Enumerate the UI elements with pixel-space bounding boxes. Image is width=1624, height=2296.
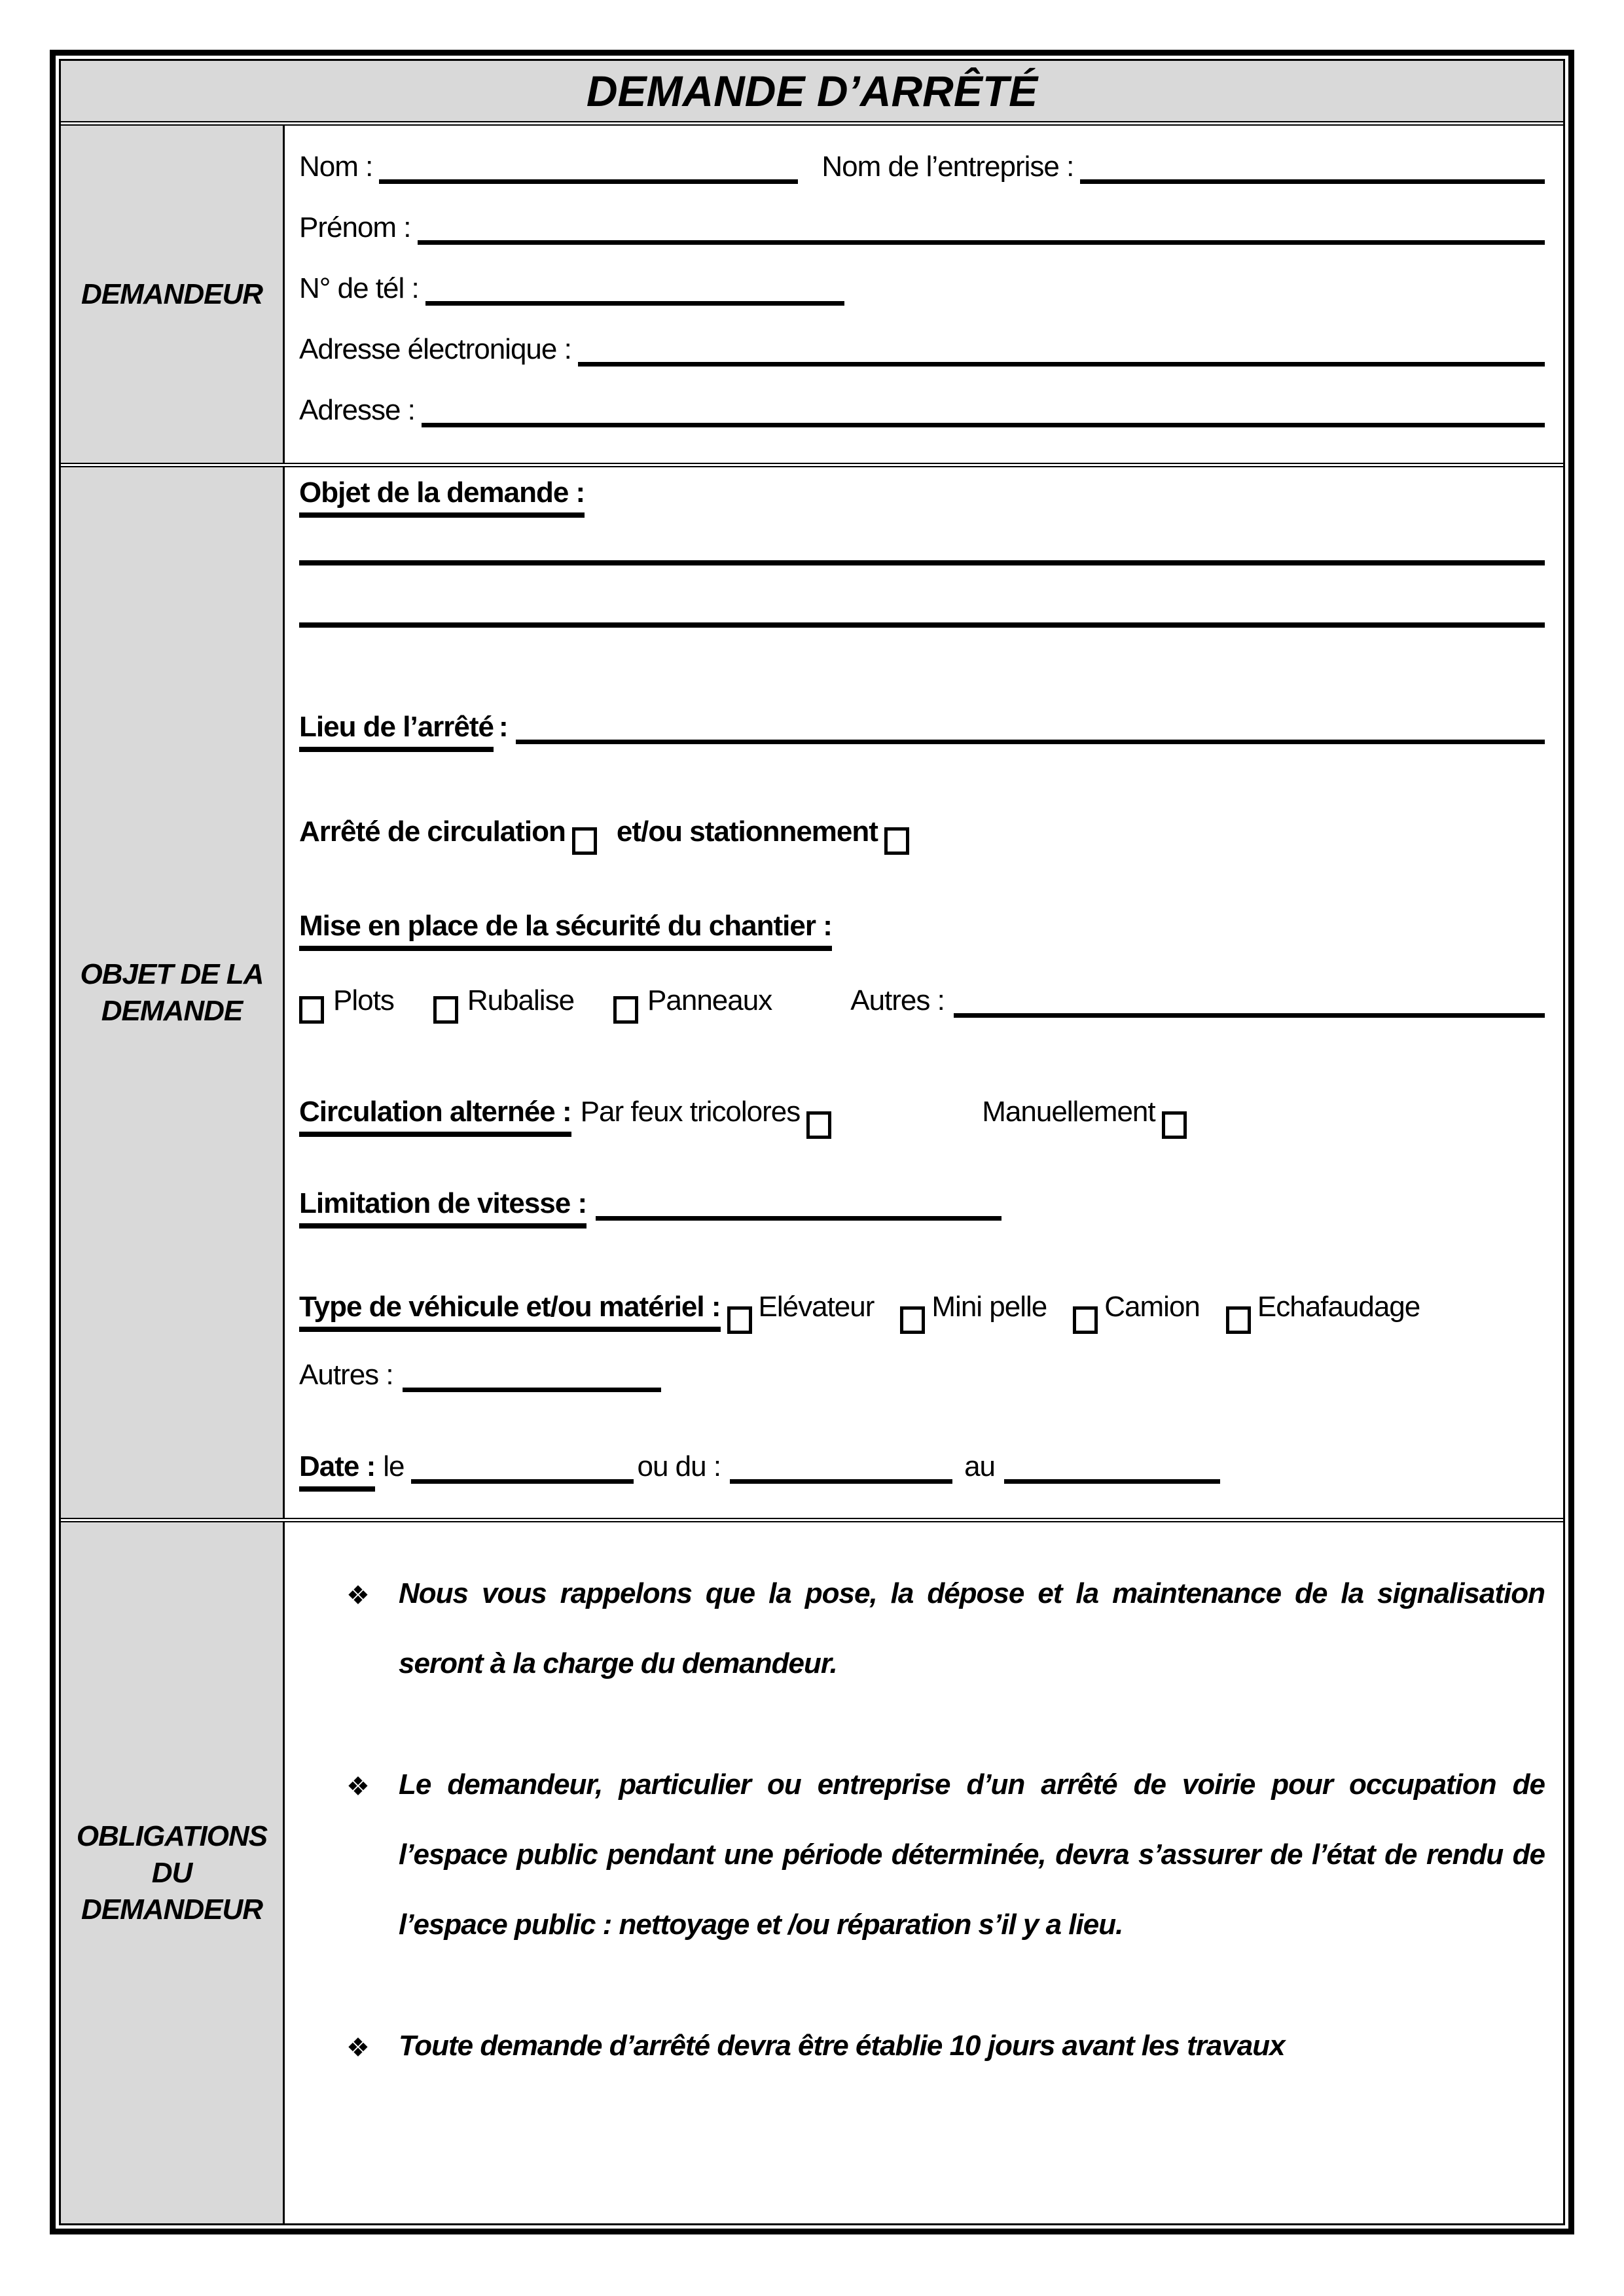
diamond-bullet-icon: ❖ xyxy=(346,1772,369,1801)
date-au-label: au xyxy=(964,1450,996,1482)
checkbox-mini-pelle[interactable] xyxy=(900,1306,925,1334)
field-row-prenom xyxy=(299,211,1545,272)
diamond-bullet-icon: ❖ xyxy=(346,2034,369,2062)
sidebar-label-text-line1: OBJET DE LA xyxy=(80,958,264,990)
date-heading: Date : xyxy=(299,1450,375,1492)
demandeur-fields xyxy=(285,126,1563,463)
sidebar-label-text: DEMANDEUR xyxy=(81,278,262,310)
objet-fill-line-1[interactable] xyxy=(299,560,1545,565)
securite-heading-row xyxy=(299,910,1545,951)
checkbox-feux-tricolores[interactable] xyxy=(806,1111,831,1139)
date-au-fill-line[interactable] xyxy=(1004,1479,1220,1484)
securite-heading: Mise en place de la sécurité du chantier : xyxy=(299,910,832,951)
checkbox-echafaudage[interactable] xyxy=(1226,1306,1251,1334)
sidebar-label-demandeur xyxy=(61,126,285,463)
lieu-fill-line[interactable] xyxy=(516,740,1545,744)
lieu-colon: : xyxy=(499,711,508,743)
lieu-row xyxy=(299,711,1545,752)
plots-label: Plots xyxy=(333,984,394,1016)
date-row xyxy=(299,1450,1545,1492)
sidebar-label-obligations xyxy=(61,1522,285,2223)
checkbox-camion[interactable] xyxy=(1073,1306,1098,1334)
date-le-fill-line[interactable] xyxy=(411,1479,634,1484)
tel-label: N° de tél : xyxy=(299,272,419,304)
obligation-item xyxy=(299,1558,1545,1698)
title-bar xyxy=(61,61,1563,121)
date-ou-du-label: ou du : xyxy=(637,1450,721,1482)
limitation-fill-line[interactable] xyxy=(596,1216,1001,1221)
limitation-heading: Limitation de vitesse : xyxy=(299,1187,586,1229)
lieu-label: Lieu de l’arrêté xyxy=(299,711,494,752)
circulation-heading: Circulation alternée : xyxy=(299,1096,571,1137)
section-objet xyxy=(61,463,1563,1518)
objet-heading: Objet de la demande : xyxy=(299,476,585,518)
obligation-item xyxy=(299,2011,1545,2081)
field-row-nom xyxy=(299,151,1545,211)
page-title: DEMANDE D’ARRÊTÉ xyxy=(586,67,1038,115)
limitation-row xyxy=(299,1187,1545,1229)
entreprise-label: Nom de l’entreprise : xyxy=(821,151,1074,183)
elevateur-label: Elévateur xyxy=(758,1291,875,1323)
mini-pelle-label: Mini pelle xyxy=(931,1291,1047,1323)
entreprise-fill-line[interactable] xyxy=(1080,179,1545,184)
autres-vehicule-row xyxy=(299,1359,1545,1391)
autres-vehicule-fill-line[interactable] xyxy=(403,1388,661,1392)
panneaux-label: Panneaux xyxy=(647,984,772,1016)
email-fill-line[interactable] xyxy=(578,362,1545,367)
nom-label: Nom : xyxy=(299,151,373,183)
date-du-fill-line[interactable] xyxy=(730,1479,952,1484)
obligations-text xyxy=(285,1522,1563,2223)
checkbox-panneaux[interactable] xyxy=(613,996,638,1024)
sidebar-label-text-line2: DU xyxy=(151,1856,192,1889)
form-table xyxy=(59,59,1565,2225)
type-vehicule-heading: Type de véhicule et/ou matériel : xyxy=(299,1291,721,1332)
manuellement-label: Manuellement xyxy=(982,1096,1155,1128)
prenom-label: Prénom : xyxy=(299,211,411,243)
obligation-text: Nous vous rappelons que la pose, la dépose et la maintenance de la signalisation seront à la charge du demandeur. xyxy=(399,1577,1545,1679)
date-le-label: le xyxy=(383,1450,405,1482)
camion-label: Camion xyxy=(1104,1291,1200,1323)
checkbox-plots[interactable] xyxy=(299,996,324,1024)
autres-securite-fill-line[interactable] xyxy=(954,1013,1545,1018)
obligation-item xyxy=(299,1749,1545,1960)
obligation-text: Le demandeur, particulier ou entreprise d’un arrêté de voirie pour occupation de l’espace public pendant une période déterminée, devra s’assurer de l’état de rendu de l’espace public : nettoyage et /ou réparation s’il y a lieu. xyxy=(399,1768,1545,1941)
prenom-fill-line[interactable] xyxy=(418,240,1545,245)
sidebar-label-text-line1: OBLIGATIONS xyxy=(76,1820,268,1852)
field-row-tel xyxy=(299,272,1545,333)
nom-fill-line[interactable] xyxy=(379,179,798,184)
autres-vehicule-label: Autres : xyxy=(299,1359,393,1391)
email-label: Adresse électronique : xyxy=(299,333,571,365)
checkbox-stationnement[interactable] xyxy=(884,827,909,855)
sidebar-label-text-line3: DEMANDEUR xyxy=(81,1893,262,1926)
checkbox-arrete-circulation[interactable] xyxy=(572,827,597,855)
objet-fields xyxy=(285,467,1563,1518)
objet-fill-line-2[interactable] xyxy=(299,622,1545,628)
feux-label: Par feux tricolores xyxy=(580,1096,801,1128)
type-vehicule-row xyxy=(299,1291,1545,1332)
section-demandeur xyxy=(61,121,1563,463)
arrete-circulation-label: Arrêté de circulation xyxy=(299,816,566,848)
adresse-fill-line[interactable] xyxy=(422,423,1545,427)
sidebar-label-text-line2: DEMANDE xyxy=(101,994,243,1027)
stationnement-label: et/ou stationnement xyxy=(616,816,878,848)
objet-heading-row xyxy=(299,476,1545,518)
checkbox-manuellement[interactable] xyxy=(1162,1111,1187,1139)
adresse-label: Adresse : xyxy=(299,394,415,426)
arrete-type-row xyxy=(299,816,1545,848)
field-row-adresse xyxy=(299,394,1545,455)
echafaudage-label: Echafaudage xyxy=(1257,1291,1420,1323)
sidebar-label-objet xyxy=(61,467,285,1518)
field-row-email xyxy=(299,333,1545,394)
diamond-bullet-icon: ❖ xyxy=(346,1581,369,1610)
rubalise-label: Rubalise xyxy=(467,984,575,1016)
obligation-text: Toute demande d’arrêté devra être établie 10 jours avant les travaux xyxy=(399,2030,1285,2062)
checkbox-rubalise[interactable] xyxy=(433,996,458,1024)
circulation-row xyxy=(299,1096,1545,1137)
tel-fill-line[interactable] xyxy=(425,301,844,306)
autres-securite-label: Autres : xyxy=(850,984,945,1016)
securite-options-row xyxy=(299,984,1545,1017)
section-obligations xyxy=(61,1518,1563,2223)
checkbox-elevateur[interactable] xyxy=(727,1306,752,1334)
